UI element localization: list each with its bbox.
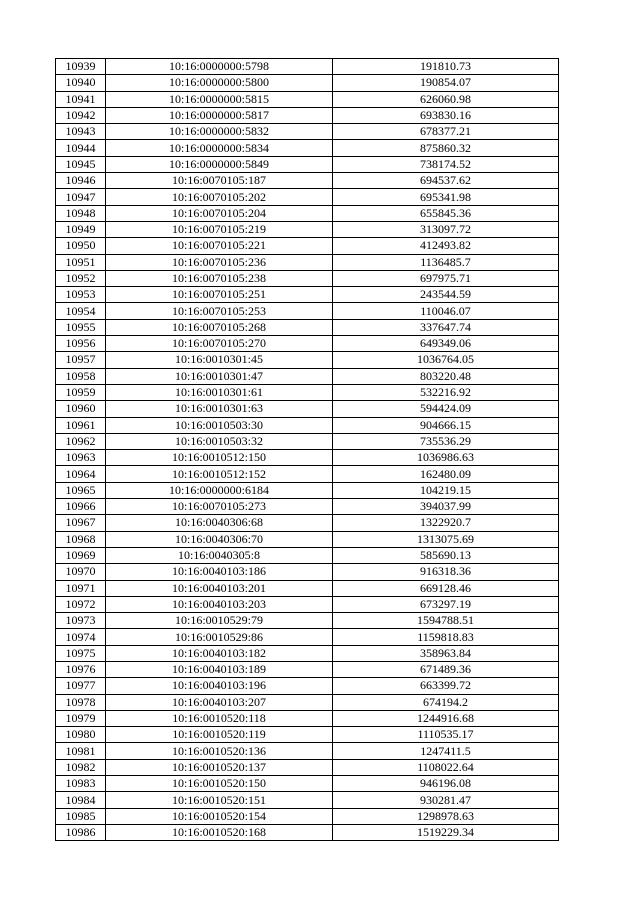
row-number-cell: 10977	[56, 678, 106, 694]
value-cell: 1247411.5	[333, 743, 559, 759]
cadastral-number-cell: 10:16:0040103:207	[106, 694, 333, 710]
cadastral-number-cell: 10:16:0040103:203	[106, 596, 333, 612]
cadastral-number-cell: 10:16:0010503:30	[106, 417, 333, 433]
table-row	[56, 613, 559, 629]
value-cell: 162480.09	[333, 466, 559, 482]
row-number-cell: 10960	[56, 401, 106, 417]
cadastral-number-cell: 10:16:0070105:238	[106, 270, 333, 286]
cadastral-number-cell: 10:16:0010301:45	[106, 352, 333, 368]
row-number-cell: 10973	[56, 613, 106, 629]
row-number-cell: 10947	[56, 189, 106, 205]
table-row	[56, 270, 559, 286]
cadastral-number-cell: 10:16:0010520:119	[106, 727, 333, 743]
cadastral-number-cell: 10:16:0040305:8	[106, 547, 333, 563]
cadastral-number-cell: 10:16:0010301:47	[106, 368, 333, 384]
value-cell: 358963.84	[333, 645, 559, 661]
row-number-cell: 10943	[56, 124, 106, 140]
row-number-cell: 10964	[56, 466, 106, 482]
cadastral-number-cell: 10:16:0010529:79	[106, 613, 333, 629]
table-row	[56, 710, 559, 726]
value-cell: 243544.59	[333, 287, 559, 303]
row-number-cell: 10968	[56, 531, 106, 547]
value-cell: 337647.74	[333, 319, 559, 335]
table-row	[56, 124, 559, 140]
cadastral-number-cell: 10:16:0070105:202	[106, 189, 333, 205]
row-number-cell: 10979	[56, 710, 106, 726]
row-number-cell: 10944	[56, 140, 106, 156]
cadastral-number-cell: 10:16:0070105:204	[106, 205, 333, 221]
cadastral-number-cell: 10:16:0040103:182	[106, 645, 333, 661]
cadastral-number-cell: 10:16:0000000:5817	[106, 107, 333, 123]
table-row	[56, 221, 559, 237]
value-cell: 663399.72	[333, 678, 559, 694]
table-row	[56, 808, 559, 824]
value-cell: 904666.15	[333, 417, 559, 433]
value-cell: 678377.21	[333, 124, 559, 140]
table-body	[56, 59, 559, 841]
table-row	[56, 140, 559, 156]
value-cell: 1036986.63	[333, 450, 559, 466]
row-number-cell: 10969	[56, 547, 106, 563]
row-number-cell: 10967	[56, 515, 106, 531]
cadastral-number-cell: 10:16:0010520:150	[106, 776, 333, 792]
value-cell: 110046.07	[333, 303, 559, 319]
value-cell: 738174.52	[333, 156, 559, 172]
cadastral-number-cell: 10:16:0010301:63	[106, 401, 333, 417]
table-row	[56, 59, 559, 75]
row-number-cell: 10976	[56, 661, 106, 677]
cadastral-number-cell: 10:16:0010520:137	[106, 759, 333, 775]
row-number-cell: 10986	[56, 824, 106, 840]
cadastral-number-cell: 10:16:0000000:5832	[106, 124, 333, 140]
table-row	[56, 156, 559, 172]
cadastral-number-cell: 10:16:0010503:32	[106, 433, 333, 449]
row-number-cell: 10965	[56, 482, 106, 498]
data-table	[55, 58, 559, 841]
cadastral-number-cell: 10:16:0040306:68	[106, 515, 333, 531]
row-number-cell: 10970	[56, 564, 106, 580]
row-number-cell: 10953	[56, 287, 106, 303]
value-cell: 594424.09	[333, 401, 559, 417]
cadastral-number-cell: 10:16:0000000:6184	[106, 482, 333, 498]
table-row	[56, 547, 559, 563]
cadastral-number-cell: 10:16:0000000:5815	[106, 91, 333, 107]
cadastral-number-cell: 10:16:0070105:221	[106, 238, 333, 254]
cadastral-number-cell: 10:16:0010520:154	[106, 808, 333, 824]
row-number-cell: 10950	[56, 238, 106, 254]
row-number-cell: 10962	[56, 433, 106, 449]
row-number-cell: 10961	[56, 417, 106, 433]
table-row	[56, 596, 559, 612]
value-cell: 875860.32	[333, 140, 559, 156]
table-row	[56, 319, 559, 335]
value-cell: 1594788.51	[333, 613, 559, 629]
table-row	[56, 254, 559, 270]
row-number-cell: 10972	[56, 596, 106, 612]
row-number-cell: 10949	[56, 221, 106, 237]
value-cell: 946196.08	[333, 776, 559, 792]
cadastral-number-cell: 10:16:0010529:86	[106, 629, 333, 645]
value-cell: 669128.46	[333, 580, 559, 596]
row-number-cell: 10980	[56, 727, 106, 743]
table-row	[56, 205, 559, 221]
row-number-cell: 10954	[56, 303, 106, 319]
value-cell: 693830.16	[333, 107, 559, 123]
value-cell: 916318.36	[333, 564, 559, 580]
value-cell: 673297.19	[333, 596, 559, 612]
value-cell: 1108022.64	[333, 759, 559, 775]
value-cell: 626060.98	[333, 91, 559, 107]
cadastral-number-cell: 10:16:0070105:236	[106, 254, 333, 270]
row-number-cell: 10942	[56, 107, 106, 123]
table-row	[56, 661, 559, 677]
value-cell: 694537.62	[333, 173, 559, 189]
row-number-cell: 10939	[56, 59, 106, 75]
cadastral-number-cell: 10:16:0070105:253	[106, 303, 333, 319]
value-cell: 191810.73	[333, 59, 559, 75]
table-row	[56, 776, 559, 792]
cadastral-number-cell: 10:16:0040306:70	[106, 531, 333, 547]
row-number-cell: 10946	[56, 173, 106, 189]
value-cell: 1244916.68	[333, 710, 559, 726]
value-cell: 1298978.63	[333, 808, 559, 824]
value-cell: 585690.13	[333, 547, 559, 563]
row-number-cell: 10957	[56, 352, 106, 368]
cadastral-number-cell: 10:16:0010520:168	[106, 824, 333, 840]
cadastral-number-cell: 10:16:0000000:5834	[106, 140, 333, 156]
row-number-cell: 10966	[56, 499, 106, 515]
row-number-cell: 10982	[56, 759, 106, 775]
value-cell: 697975.71	[333, 270, 559, 286]
cadastral-number-cell: 10:16:0040103:189	[106, 661, 333, 677]
row-number-cell: 10981	[56, 743, 106, 759]
value-cell: 313097.72	[333, 221, 559, 237]
cadastral-number-cell: 10:16:0010520:118	[106, 710, 333, 726]
cadastral-number-cell: 10:16:0010520:136	[106, 743, 333, 759]
row-number-cell: 10963	[56, 450, 106, 466]
row-number-cell: 10940	[56, 75, 106, 91]
table-row	[56, 678, 559, 694]
value-cell: 695341.98	[333, 189, 559, 205]
table-row	[56, 384, 559, 400]
table-row	[56, 727, 559, 743]
table-row	[56, 303, 559, 319]
value-cell: 104219.15	[333, 482, 559, 498]
table-row	[56, 515, 559, 531]
cadastral-number-cell: 10:16:0000000:5798	[106, 59, 333, 75]
cadastral-number-cell: 10:16:0070105:187	[106, 173, 333, 189]
row-number-cell: 10941	[56, 91, 106, 107]
table-row	[56, 189, 559, 205]
row-number-cell: 10985	[56, 808, 106, 824]
row-number-cell: 10978	[56, 694, 106, 710]
table-row	[56, 499, 559, 515]
table-row	[56, 433, 559, 449]
table-row	[56, 107, 559, 123]
table-row	[56, 352, 559, 368]
cadastral-number-cell: 10:16:0070105:251	[106, 287, 333, 303]
value-cell: 394037.99	[333, 499, 559, 515]
value-cell: 1322920.7	[333, 515, 559, 531]
row-number-cell: 10956	[56, 336, 106, 352]
value-cell: 1313075.69	[333, 531, 559, 547]
cadastral-number-cell: 10:16:0070105:270	[106, 336, 333, 352]
value-cell: 190854.07	[333, 75, 559, 91]
table-row	[56, 694, 559, 710]
table-row	[56, 466, 559, 482]
cadastral-number-cell: 10:16:0040103:196	[106, 678, 333, 694]
row-number-cell: 10952	[56, 270, 106, 286]
row-number-cell: 10959	[56, 384, 106, 400]
row-number-cell: 10974	[56, 629, 106, 645]
value-cell: 735536.29	[333, 433, 559, 449]
value-cell: 1136485.7	[333, 254, 559, 270]
table-row	[56, 417, 559, 433]
cadastral-number-cell: 10:16:0040103:186	[106, 564, 333, 580]
table-row	[56, 91, 559, 107]
value-cell: 674194.2	[333, 694, 559, 710]
value-cell: 671489.36	[333, 661, 559, 677]
value-cell: 412493.82	[333, 238, 559, 254]
table-row	[56, 580, 559, 596]
table-row	[56, 564, 559, 580]
value-cell: 532216.92	[333, 384, 559, 400]
cadastral-number-cell: 10:16:0070105:219	[106, 221, 333, 237]
table-row	[56, 336, 559, 352]
value-cell: 803220.48	[333, 368, 559, 384]
row-number-cell: 10951	[56, 254, 106, 270]
row-number-cell: 10983	[56, 776, 106, 792]
cadastral-number-cell: 10:16:0010512:152	[106, 466, 333, 482]
value-cell: 1519229.34	[333, 824, 559, 840]
value-cell: 655845.36	[333, 205, 559, 221]
row-number-cell: 10958	[56, 368, 106, 384]
table-row	[56, 792, 559, 808]
cadastral-number-cell: 10:16:0000000:5800	[106, 75, 333, 91]
table-row	[56, 75, 559, 91]
value-cell: 930281.47	[333, 792, 559, 808]
cadastral-number-cell: 10:16:0010520:151	[106, 792, 333, 808]
value-cell: 649349.06	[333, 336, 559, 352]
table-row	[56, 531, 559, 547]
cadastral-number-cell: 10:16:0070105:268	[106, 319, 333, 335]
table-row	[56, 629, 559, 645]
table-row	[56, 824, 559, 840]
cadastral-number-cell: 10:16:0010512:150	[106, 450, 333, 466]
row-number-cell: 10955	[56, 319, 106, 335]
table-row	[56, 173, 559, 189]
row-number-cell: 10971	[56, 580, 106, 596]
row-number-cell: 10948	[56, 205, 106, 221]
cadastral-number-cell: 10:16:0070105:273	[106, 499, 333, 515]
value-cell: 1159818.83	[333, 629, 559, 645]
cadastral-number-cell: 10:16:0010301:61	[106, 384, 333, 400]
row-number-cell: 10945	[56, 156, 106, 172]
table-row	[56, 450, 559, 466]
cadastral-number-cell: 10:16:0040103:201	[106, 580, 333, 596]
table-row	[56, 743, 559, 759]
table-row	[56, 287, 559, 303]
table-row	[56, 238, 559, 254]
table-row	[56, 645, 559, 661]
table-row	[56, 368, 559, 384]
table-row	[56, 401, 559, 417]
value-cell: 1110535.17	[333, 727, 559, 743]
table-row	[56, 759, 559, 775]
row-number-cell: 10975	[56, 645, 106, 661]
table-row	[56, 482, 559, 498]
value-cell: 1036764.05	[333, 352, 559, 368]
cadastral-number-cell: 10:16:0000000:5849	[106, 156, 333, 172]
row-number-cell: 10984	[56, 792, 106, 808]
